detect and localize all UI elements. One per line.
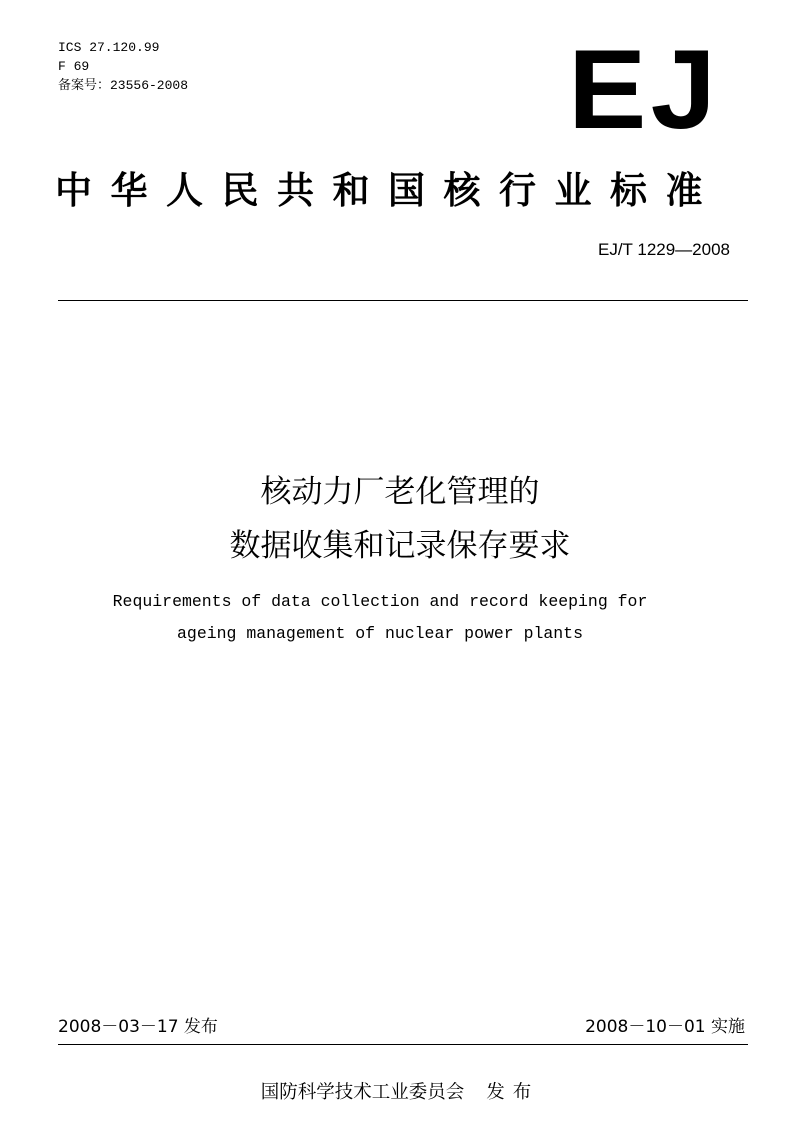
filing-number: 备案号：23556-2008	[58, 78, 189, 93]
issuer-line	[0, 1078, 800, 1104]
document-title-en-line1: Requirements of data collection and record keeping for	[112, 592, 648, 611]
issue-date: 2008－03－17 发布	[58, 1017, 218, 1037]
standard-category-title: 中华人民共和国核行业标准	[55, 169, 721, 212]
document-title-en-line2: ageing management of nuclear power plants	[177, 624, 583, 643]
document-title-zh-line1: 核动力厂老化管理的	[260, 474, 540, 510]
metadata-block	[58, 38, 188, 95]
ej-logo: EJ	[568, 27, 721, 152]
bottom-divider	[58, 1044, 748, 1045]
issuer-verb: 发布	[486, 1082, 540, 1103]
issuer-name: 国防科学技术工业委员会	[260, 1082, 465, 1103]
standard-number: EJ/T 1229—2008	[598, 240, 730, 259]
implementation-date: 2008－10－01 实施	[585, 1017, 745, 1037]
top-divider	[58, 300, 748, 301]
ics-code: ICS 27.120.99	[58, 40, 160, 55]
classification-code: F 69	[58, 59, 90, 74]
document-title-zh-line2: 数据收集和记录保存要求	[229, 528, 571, 564]
